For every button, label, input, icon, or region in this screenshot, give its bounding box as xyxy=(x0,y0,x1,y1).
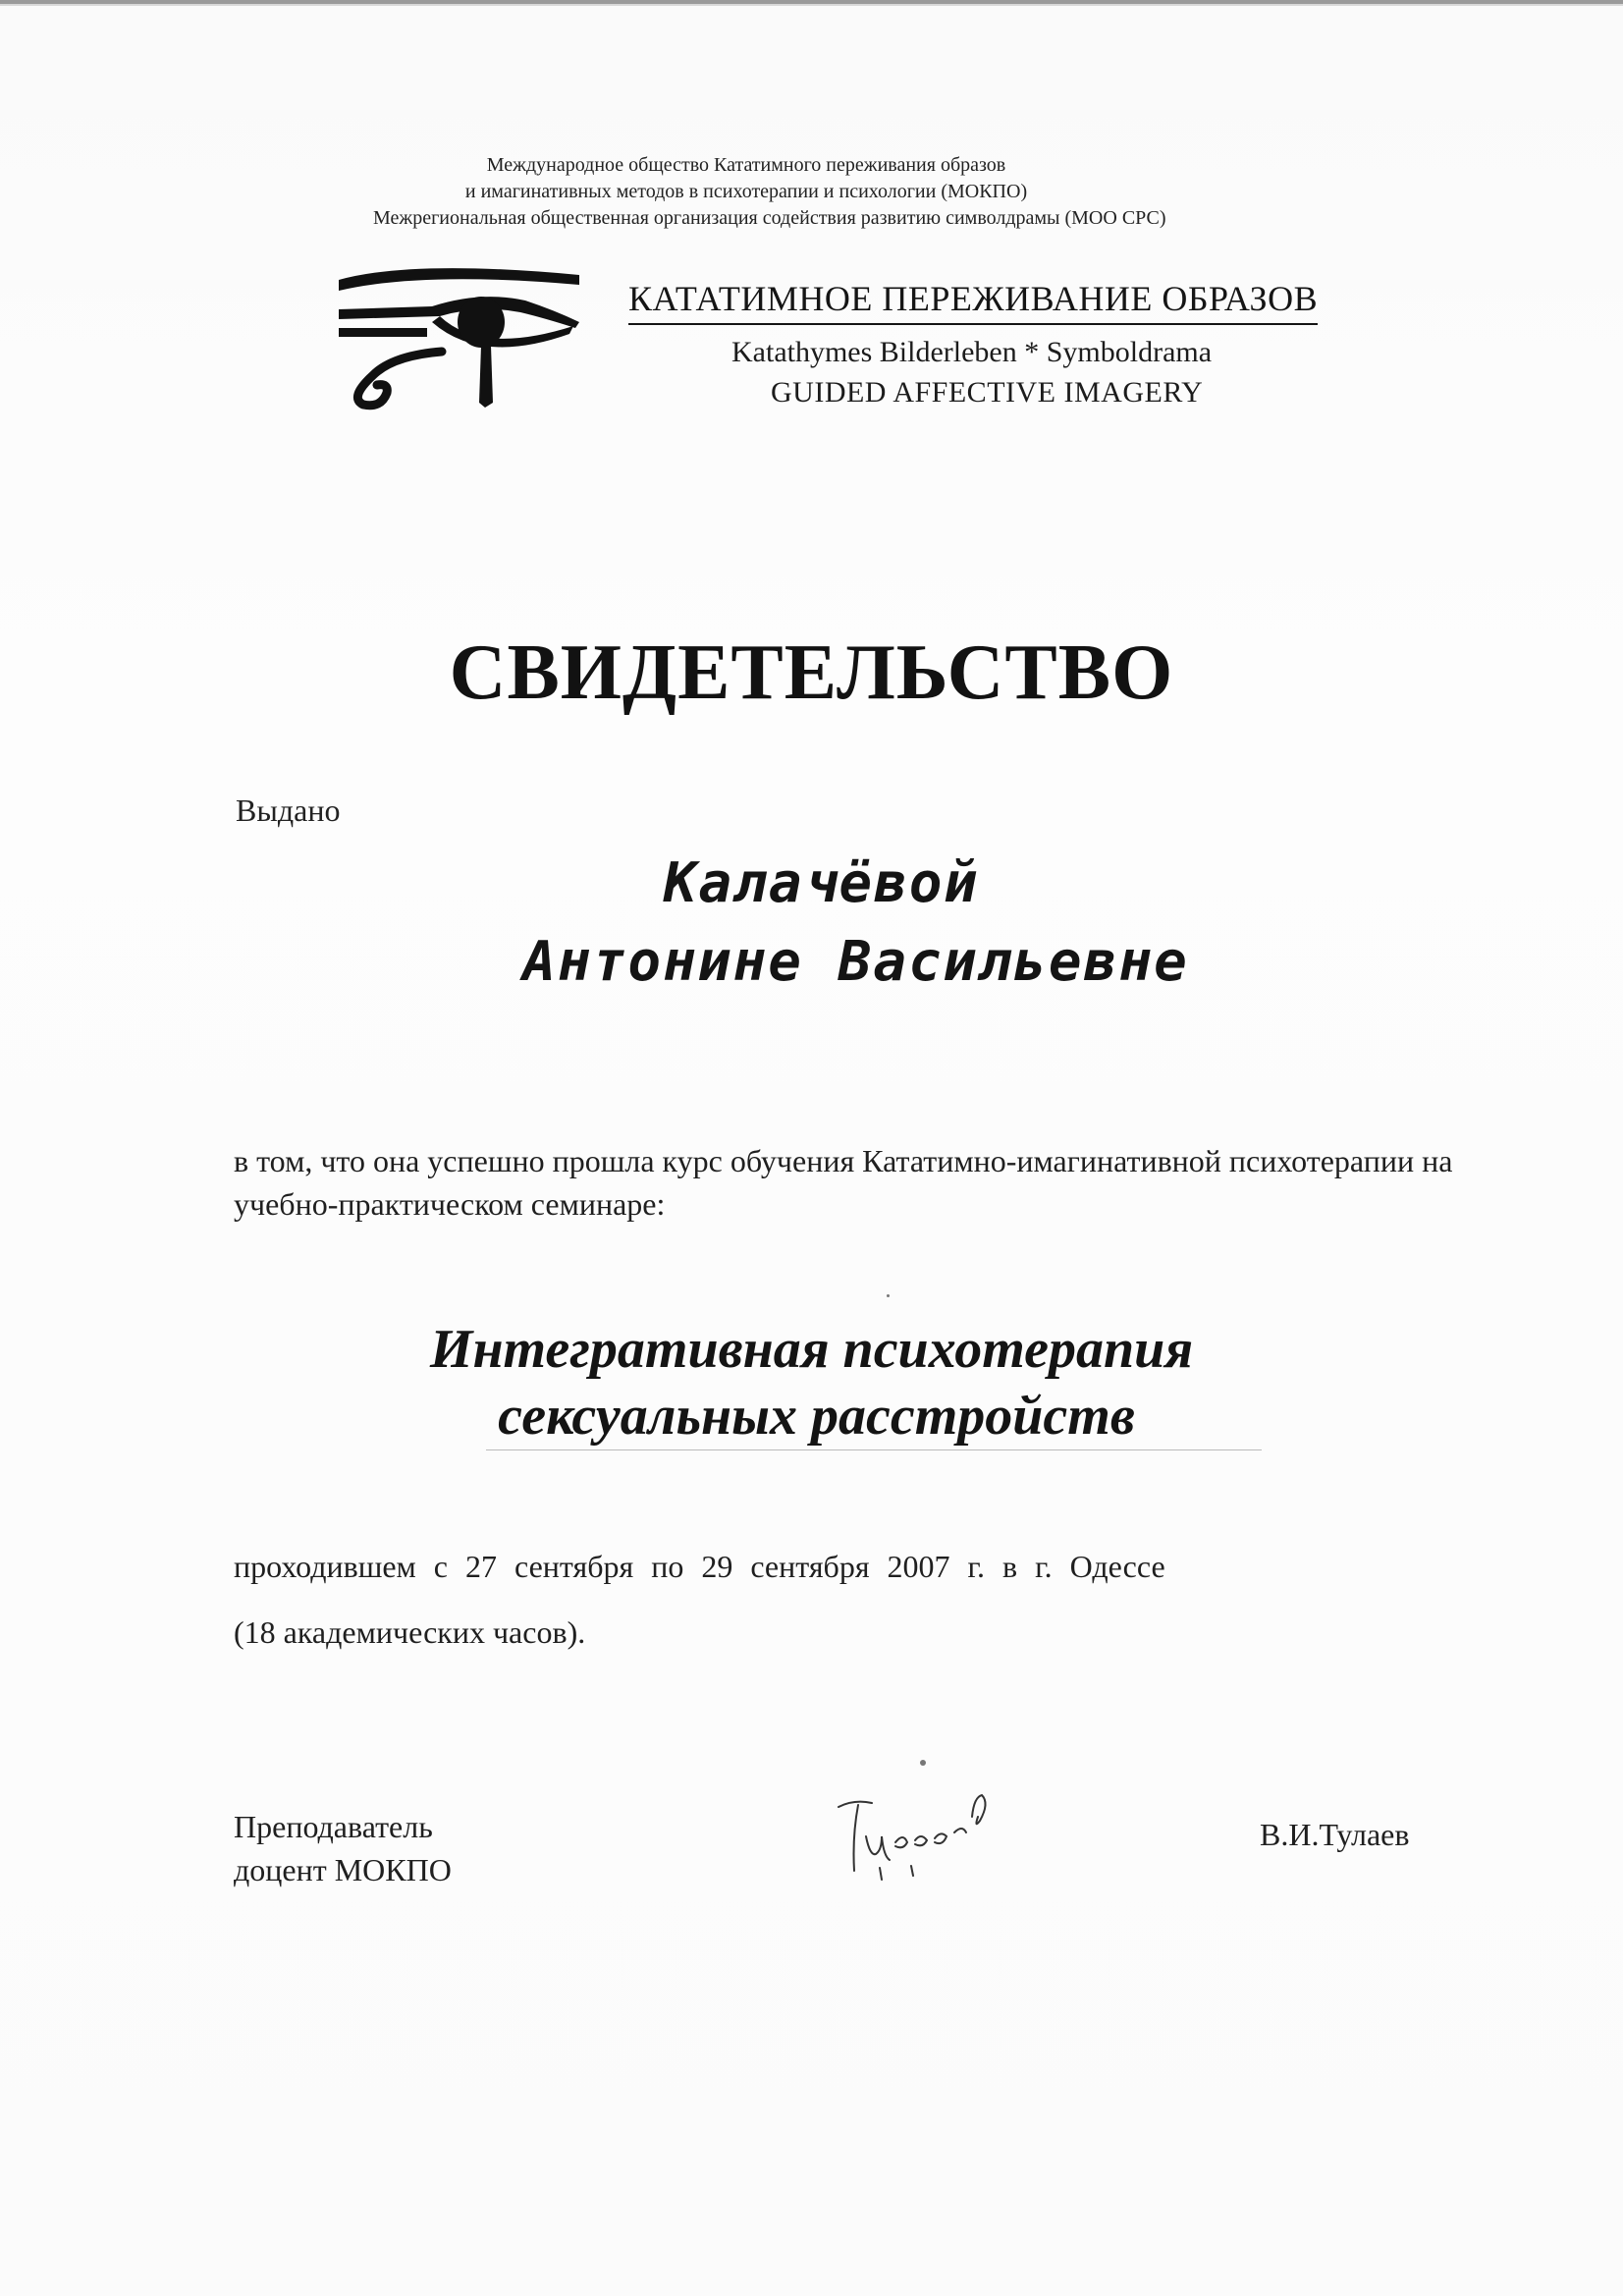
brand-subtitle-english: GUIDED AFFECTIVE IMAGERY xyxy=(771,376,1204,409)
seminar-hours: (18 академических часов). xyxy=(234,1614,586,1650)
course-title-line-1: Интегративная психотерапия xyxy=(429,1319,1194,1380)
seminar-dates: проходившем с 27 сентября по 29 сентября 2007 г. в г. Одессе xyxy=(234,1549,1165,1584)
teacher-role: Преподаватель xyxy=(234,1809,433,1844)
completion-statement: в том, что она успешно прошла курс обучения Кататимно-имагинативной психотерапии на учебно-практическом семинаре: xyxy=(234,1143,1453,1222)
course-title-line-2: сексуальных расстройств xyxy=(498,1386,1135,1447)
organization-line-2: и имагинативных методов в психотерапии и психологии (МОКПО) xyxy=(464,181,1028,202)
document-title: СВИДЕТЕЛЬСТВО xyxy=(449,629,1174,716)
teacher-position: доцент МОКПО xyxy=(234,1852,452,1887)
course-title xyxy=(0,1316,1623,1449)
organization-header xyxy=(373,152,1166,232)
recipient-given-names: Антонине Васильевне xyxy=(522,930,1189,994)
organization-line-1: Международное общество Кататимного переживания образов xyxy=(486,154,1006,176)
scan-speck xyxy=(887,1294,890,1297)
handwritten-signature xyxy=(825,1777,1051,1886)
brand-title: КАТАТИМНОЕ ПЕРЕЖИВАНИЕ ОБРАЗОВ xyxy=(628,278,1318,325)
signer-name: В.И.Тулаев xyxy=(1260,1817,1410,1852)
recipient-name xyxy=(0,845,1623,1002)
issued-label: Выдано xyxy=(236,793,341,828)
scan-speck xyxy=(920,1760,926,1766)
eye-of-horus-icon xyxy=(334,265,609,412)
scan-edge-shadow xyxy=(0,4,1623,6)
organization-line-3: Межрегиональная общественная организация содействия развитию символдрамы (МОО СРС) xyxy=(373,207,1166,229)
teacher-title xyxy=(234,1805,452,1891)
recipient-surname: Калачёвой xyxy=(663,851,980,915)
brand-subtitle-german: Katathymes Bilderleben * Symboldrama xyxy=(731,336,1213,368)
course-underline xyxy=(486,1449,1262,1450)
